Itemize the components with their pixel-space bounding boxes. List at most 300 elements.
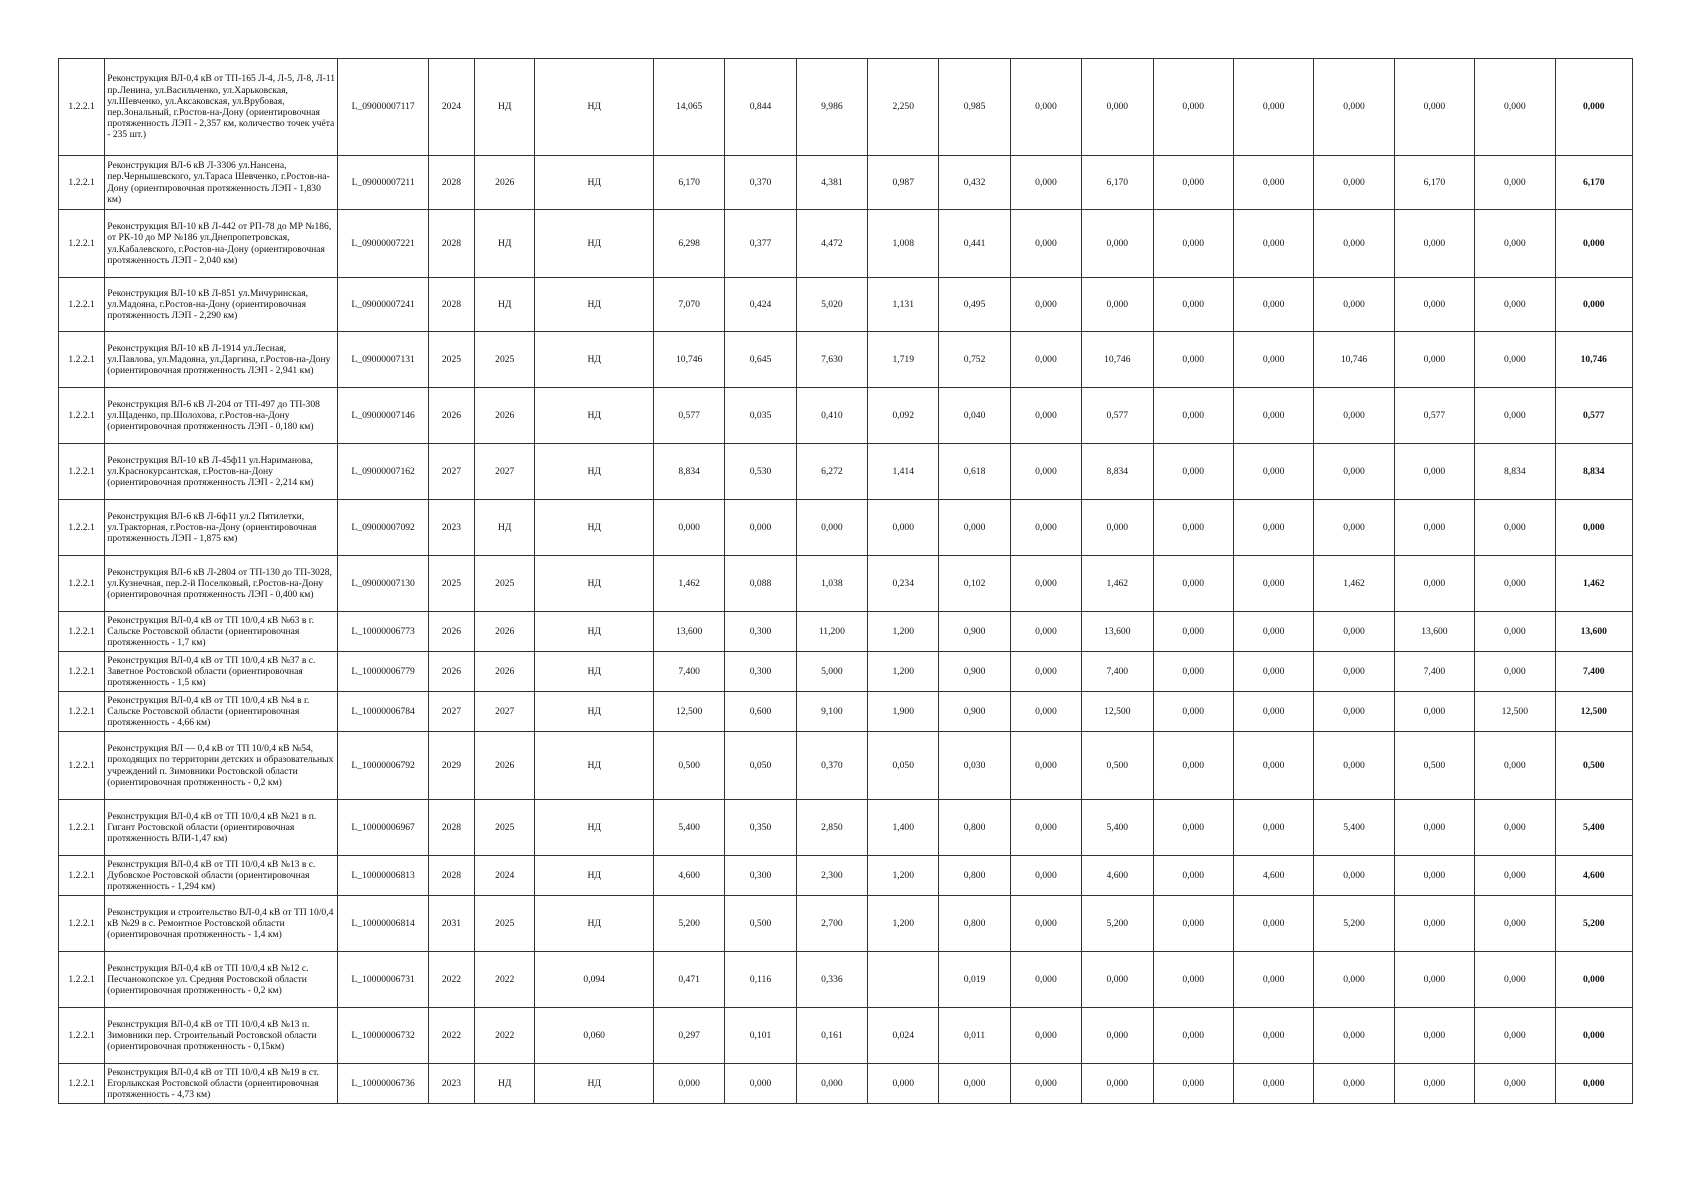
value-cell: НД bbox=[535, 856, 654, 896]
value-cell: 1,719 bbox=[868, 332, 939, 388]
project-code-cell: L_10000006773 bbox=[338, 612, 428, 652]
total-value-cell: 7,400 bbox=[1555, 652, 1632, 692]
project-code-cell: L_10000006732 bbox=[338, 1008, 428, 1064]
value-cell: 4,600 bbox=[1082, 856, 1153, 896]
value-cell: 0,000 bbox=[796, 500, 867, 556]
value-cell: 0,000 bbox=[1394, 59, 1474, 156]
project-code-cell: L_09000007221 bbox=[338, 210, 428, 278]
value-cell: 0,000 bbox=[1314, 856, 1394, 896]
year-cell: 2022 bbox=[475, 1008, 535, 1064]
value-cell: НД bbox=[535, 1064, 654, 1104]
value-cell: НД bbox=[535, 800, 654, 856]
value-cell: 0,000 bbox=[1153, 332, 1233, 388]
value-cell: 0,000 bbox=[1153, 952, 1233, 1008]
value-cell: 0,985 bbox=[939, 59, 1010, 156]
value-cell: 1,462 bbox=[1082, 556, 1153, 612]
year-cell: 2027 bbox=[428, 692, 474, 732]
value-cell: 10,746 bbox=[1082, 332, 1153, 388]
value-cell: 13,600 bbox=[1082, 612, 1153, 652]
value-cell: 1,200 bbox=[868, 896, 939, 952]
value-cell: 0,102 bbox=[939, 556, 1010, 612]
value-cell: 0,000 bbox=[1394, 556, 1474, 612]
value-cell: 0,000 bbox=[1233, 500, 1313, 556]
value-cell: 0,000 bbox=[1153, 692, 1233, 732]
table-row bbox=[59, 210, 1633, 278]
table-row bbox=[59, 612, 1633, 652]
value-cell: 0,000 bbox=[1233, 388, 1313, 444]
value-cell: 0,000 bbox=[1475, 1064, 1555, 1104]
project-description-cell: Реконструкция ВЛ-0,4 кВ от ТП 10/0,4 кВ №19 в ст. Егорлыкская Ростовской области (ориентировочная протяженность - 4,73 км) bbox=[105, 1064, 338, 1104]
value-cell: 0,024 bbox=[868, 1008, 939, 1064]
value-cell: НД bbox=[535, 556, 654, 612]
value-cell: 0,336 bbox=[796, 952, 867, 1008]
value-cell: 2,250 bbox=[868, 59, 939, 156]
year-cell: 2026 bbox=[428, 612, 474, 652]
year-cell: 2028 bbox=[428, 800, 474, 856]
year-cell: 2024 bbox=[428, 59, 474, 156]
value-cell: 1,038 bbox=[796, 556, 867, 612]
value-cell: НД bbox=[535, 896, 654, 952]
value-cell: 0,000 bbox=[1394, 800, 1474, 856]
value-cell: 0,000 bbox=[1082, 210, 1153, 278]
value-cell: 0,000 bbox=[1314, 388, 1394, 444]
value-cell: 0,000 bbox=[1475, 500, 1555, 556]
value-cell: 0,370 bbox=[725, 156, 796, 210]
project-code-cell: L_10000006813 bbox=[338, 856, 428, 896]
value-cell: 1,200 bbox=[868, 652, 939, 692]
value-cell: 0,000 bbox=[1153, 896, 1233, 952]
value-cell: 0,900 bbox=[939, 652, 1010, 692]
value-cell: 0,000 bbox=[1314, 500, 1394, 556]
table-row bbox=[59, 952, 1633, 1008]
row-number-cell: 1.2.2.1 bbox=[59, 59, 105, 156]
value-cell: НД bbox=[535, 612, 654, 652]
table-row bbox=[59, 388, 1633, 444]
value-cell: 0,000 bbox=[1233, 444, 1313, 500]
value-cell: 0,500 bbox=[1394, 732, 1474, 800]
value-cell: 0,000 bbox=[1010, 332, 1081, 388]
value-cell: 0,000 bbox=[1475, 732, 1555, 800]
value-cell: 0,000 bbox=[1233, 1008, 1313, 1064]
value-cell: 4,600 bbox=[653, 856, 724, 896]
value-cell: 10,746 bbox=[653, 332, 724, 388]
value-cell: 0,000 bbox=[1233, 732, 1313, 800]
total-value-cell: 5,200 bbox=[1555, 896, 1632, 952]
value-cell: 0,000 bbox=[1082, 59, 1153, 156]
value-cell: 0,000 bbox=[1010, 612, 1081, 652]
value-cell: 0,000 bbox=[1010, 210, 1081, 278]
value-cell: 0,000 bbox=[1314, 156, 1394, 210]
value-cell: 1,900 bbox=[868, 692, 939, 732]
value-cell: 12,500 bbox=[1082, 692, 1153, 732]
year-cell: 2027 bbox=[428, 444, 474, 500]
project-code-cell: L_10000006792 bbox=[338, 732, 428, 800]
project-description-cell: Реконструкция ВЛ-10 кВ Л-851 ул.Мичуринская, ул.Мадояна, г.Ростов-на-Дону (ориентировочная протяженность ЛЭП - 2,290 км) bbox=[105, 278, 338, 332]
value-cell: 5,200 bbox=[1314, 896, 1394, 952]
value-cell: 0,000 bbox=[868, 500, 939, 556]
value-cell: 0,050 bbox=[868, 732, 939, 800]
value-cell: 0,471 bbox=[653, 952, 724, 1008]
value-cell: 0,000 bbox=[1153, 500, 1233, 556]
value-cell: НД bbox=[535, 388, 654, 444]
row-number-cell: 1.2.2.1 bbox=[59, 1064, 105, 1104]
year-cell: 2026 bbox=[475, 612, 535, 652]
row-number-cell: 1.2.2.1 bbox=[59, 156, 105, 210]
value-cell: 0,432 bbox=[939, 156, 1010, 210]
value-cell: 0,092 bbox=[868, 388, 939, 444]
year-cell: НД bbox=[475, 1064, 535, 1104]
value-cell: 0,000 bbox=[1314, 278, 1394, 332]
row-number-cell: 1.2.2.1 bbox=[59, 896, 105, 952]
row-number-cell: 1.2.2.1 bbox=[59, 856, 105, 896]
row-number-cell: 1.2.2.1 bbox=[59, 692, 105, 732]
value-cell: 0,441 bbox=[939, 210, 1010, 278]
value-cell: 7,630 bbox=[796, 332, 867, 388]
value-cell: 0,000 bbox=[1394, 692, 1474, 732]
table-row bbox=[59, 896, 1633, 952]
value-cell: 0,000 bbox=[1394, 332, 1474, 388]
table-row bbox=[59, 732, 1633, 800]
value-cell: 2,700 bbox=[796, 896, 867, 952]
value-cell: 0,377 bbox=[725, 210, 796, 278]
year-cell: 2026 bbox=[428, 652, 474, 692]
project-code-cell: L_10000006967 bbox=[338, 800, 428, 856]
value-cell: 0,000 bbox=[1082, 1064, 1153, 1104]
value-cell: 0,500 bbox=[1082, 732, 1153, 800]
year-cell: 2026 bbox=[428, 388, 474, 444]
value-cell: 0,000 bbox=[1233, 156, 1313, 210]
table-row bbox=[59, 652, 1633, 692]
year-cell: 2028 bbox=[428, 156, 474, 210]
value-cell: 0,000 bbox=[1010, 732, 1081, 800]
value-cell: 0,116 bbox=[725, 952, 796, 1008]
value-cell: 12,500 bbox=[653, 692, 724, 732]
value-cell: 0,000 bbox=[1475, 388, 1555, 444]
year-cell: 2026 bbox=[475, 652, 535, 692]
total-value-cell: 0,000 bbox=[1555, 1064, 1632, 1104]
value-cell: 8,834 bbox=[653, 444, 724, 500]
value-cell: 0,000 bbox=[1475, 856, 1555, 896]
value-cell: 0,000 bbox=[1314, 952, 1394, 1008]
table-row bbox=[59, 692, 1633, 732]
value-cell: 0,350 bbox=[725, 800, 796, 856]
project-description-cell: Реконструкция ВЛ-0,4 кВ от ТП-165 Л-4, Л-5, Л-8, Л-11 пр.Ленина, ул.Васильченко, ул.Харьковская, ул.Шевченко, ул.Аксаковская, ул.Врубовая, пер.Зональный, г.Ростов-на-Дону (ориентировочная протяженность ЛЭП - 2,357 км, количество точек учёта - 235 шт.) bbox=[105, 59, 338, 156]
value-cell: 1,400 bbox=[868, 800, 939, 856]
value-cell: 0,000 bbox=[1010, 652, 1081, 692]
value-cell: 0,987 bbox=[868, 156, 939, 210]
project-description-cell: Реконструкция ВЛ-0,4 кВ от ТП 10/0,4 кВ №13 п. Зимовники пер. Строительный Ростовской области (ориентировочная протяженность - 0,15км) bbox=[105, 1008, 338, 1064]
value-cell: 0,094 bbox=[535, 952, 654, 1008]
value-cell: 1,200 bbox=[868, 612, 939, 652]
value-cell: 5,400 bbox=[1314, 800, 1394, 856]
value-cell: 0,500 bbox=[725, 896, 796, 952]
year-cell: 2023 bbox=[428, 1064, 474, 1104]
value-cell: 0,000 bbox=[1010, 278, 1081, 332]
table-row bbox=[59, 856, 1633, 896]
row-number-cell: 1.2.2.1 bbox=[59, 210, 105, 278]
project-code-cell: L_09000007146 bbox=[338, 388, 428, 444]
value-cell: 0,530 bbox=[725, 444, 796, 500]
project-code-cell: L_10000006779 bbox=[338, 652, 428, 692]
value-cell: 0,000 bbox=[1010, 59, 1081, 156]
year-cell: 2026 bbox=[475, 732, 535, 800]
value-cell: 0,000 bbox=[1475, 1008, 1555, 1064]
value-cell: НД bbox=[535, 500, 654, 556]
value-cell: 0,000 bbox=[1394, 500, 1474, 556]
value-cell: 0,000 bbox=[1153, 210, 1233, 278]
value-cell: 0,000 bbox=[1314, 732, 1394, 800]
table-row bbox=[59, 556, 1633, 612]
project-code-cell: L_09000007131 bbox=[338, 332, 428, 388]
year-cell: 2028 bbox=[428, 856, 474, 896]
year-cell: 2025 bbox=[475, 800, 535, 856]
value-cell: 0,000 bbox=[1153, 444, 1233, 500]
value-cell: 2,850 bbox=[796, 800, 867, 856]
value-cell: 0,900 bbox=[939, 692, 1010, 732]
value-cell: НД bbox=[535, 732, 654, 800]
year-cell: 2027 bbox=[475, 444, 535, 500]
value-cell: 5,200 bbox=[653, 896, 724, 952]
project-code-cell: L_09000007241 bbox=[338, 278, 428, 332]
value-cell: 5,400 bbox=[653, 800, 724, 856]
table-row bbox=[59, 1064, 1633, 1104]
value-cell: 0,000 bbox=[1010, 500, 1081, 556]
value-cell: 11,200 bbox=[796, 612, 867, 652]
row-number-cell: 1.2.2.1 bbox=[59, 732, 105, 800]
project-code-cell: L_10000006736 bbox=[338, 1064, 428, 1104]
value-cell: 7,400 bbox=[1394, 652, 1474, 692]
value-cell: 0,050 bbox=[725, 732, 796, 800]
total-value-cell: 0,500 bbox=[1555, 732, 1632, 800]
value-cell: 0,030 bbox=[939, 732, 1010, 800]
total-value-cell: 5,400 bbox=[1555, 800, 1632, 856]
value-cell: 0,161 bbox=[796, 1008, 867, 1064]
value-cell: 7,400 bbox=[653, 652, 724, 692]
value-cell: 0,000 bbox=[1153, 612, 1233, 652]
total-value-cell: 13,600 bbox=[1555, 612, 1632, 652]
value-cell: 5,020 bbox=[796, 278, 867, 332]
value-cell: 6,170 bbox=[653, 156, 724, 210]
value-cell: 0,000 bbox=[1475, 556, 1555, 612]
table-row bbox=[59, 278, 1633, 332]
value-cell: 0,000 bbox=[796, 1064, 867, 1104]
value-cell: 0,000 bbox=[1475, 332, 1555, 388]
value-cell: 0,000 bbox=[1394, 856, 1474, 896]
value-cell: 0,000 bbox=[1475, 156, 1555, 210]
value-cell: 0,000 bbox=[1010, 896, 1081, 952]
value-cell: 0,000 bbox=[1233, 278, 1313, 332]
project-code-cell: L_10000006814 bbox=[338, 896, 428, 952]
value-cell: 1,131 bbox=[868, 278, 939, 332]
total-value-cell: 0,000 bbox=[1555, 500, 1632, 556]
value-cell: 0,000 bbox=[1475, 652, 1555, 692]
value-cell: 0,577 bbox=[1394, 388, 1474, 444]
value-cell: 0,000 bbox=[1394, 1008, 1474, 1064]
value-cell: 0,101 bbox=[725, 1008, 796, 1064]
value-cell: 0,000 bbox=[1153, 388, 1233, 444]
value-cell: 0,000 bbox=[1233, 692, 1313, 732]
value-cell: 0,000 bbox=[1153, 1008, 1233, 1064]
project-description-cell: Реконструкция и строительство ВЛ-0,4 кВ от ТП 10/0,4 кВ №29 в с. Ремонтное Ростовской области (ориентировочная протяженность - 1,4 км) bbox=[105, 896, 338, 952]
value-cell: 0,000 bbox=[1233, 952, 1313, 1008]
value-cell: 0,000 bbox=[1010, 800, 1081, 856]
value-cell: 0,000 bbox=[653, 1064, 724, 1104]
value-cell bbox=[868, 952, 939, 1008]
investment-program-table bbox=[58, 58, 1633, 1104]
value-cell: 0,000 bbox=[1010, 1008, 1081, 1064]
value-cell: 0,410 bbox=[796, 388, 867, 444]
table-row bbox=[59, 500, 1633, 556]
year-cell: 2026 bbox=[475, 388, 535, 444]
value-cell: 0,000 bbox=[868, 1064, 939, 1104]
value-cell: 0,000 bbox=[1314, 444, 1394, 500]
value-cell: 0,000 bbox=[725, 1064, 796, 1104]
value-cell: 0,000 bbox=[1010, 952, 1081, 1008]
value-cell: 0,000 bbox=[653, 500, 724, 556]
value-cell: 0,000 bbox=[1314, 1008, 1394, 1064]
project-code-cell: L_10000006784 bbox=[338, 692, 428, 732]
value-cell: 0,000 bbox=[1233, 800, 1313, 856]
value-cell: 0,500 bbox=[653, 732, 724, 800]
project-description-cell: Реконструкция ВЛ-0,4 кВ от ТП 10/0,4 кВ №21 в п. Гигант Ростовской области (ориентировочная протяженность ВЛИ-1,47 км) bbox=[105, 800, 338, 856]
table-row bbox=[59, 800, 1633, 856]
project-description-cell: Реконструкция ВЛ-10 кВ Л-442 от РП-78 до МР №186, от РК-10 до МР №186 ул.Днепропетровская, ул.Кабалевского, г.Ростов-на-Дону (ориентировочная протяженность ЛЭП - 2,040 км) bbox=[105, 210, 338, 278]
value-cell: 0,000 bbox=[1314, 59, 1394, 156]
value-cell: 0,844 bbox=[725, 59, 796, 156]
row-number-cell: 1.2.2.1 bbox=[59, 332, 105, 388]
value-cell: 0,000 bbox=[1153, 556, 1233, 612]
year-cell: 2022 bbox=[475, 952, 535, 1008]
value-cell: 0,000 bbox=[1394, 952, 1474, 1008]
project-code-cell: L_09000007211 bbox=[338, 156, 428, 210]
project-description-cell: Реконструкция ВЛ-0,4 кВ от ТП 10/0,4 кВ №13 в с. Дубовское Ростовской области (ориентировочная протяженность - 1,294 км) bbox=[105, 856, 338, 896]
year-cell: 2022 bbox=[428, 1008, 474, 1064]
year-cell: 2025 bbox=[475, 896, 535, 952]
value-cell: 0,000 bbox=[1153, 732, 1233, 800]
value-cell: 0,000 bbox=[1010, 856, 1081, 896]
year-cell: 2027 bbox=[475, 692, 535, 732]
row-number-cell: 1.2.2.1 bbox=[59, 556, 105, 612]
value-cell: НД bbox=[535, 278, 654, 332]
value-cell: 0,000 bbox=[1314, 652, 1394, 692]
value-cell: 0,000 bbox=[1394, 444, 1474, 500]
value-cell: 0,011 bbox=[939, 1008, 1010, 1064]
value-cell: 1,200 bbox=[868, 856, 939, 896]
value-cell: 0,019 bbox=[939, 952, 1010, 1008]
row-number-cell: 1.2.2.1 bbox=[59, 388, 105, 444]
value-cell: 0,040 bbox=[939, 388, 1010, 444]
value-cell: 0,000 bbox=[1394, 1064, 1474, 1104]
value-cell: 0,752 bbox=[939, 332, 1010, 388]
total-value-cell: 0,000 bbox=[1555, 1008, 1632, 1064]
value-cell: 0,000 bbox=[1010, 692, 1081, 732]
value-cell: 7,070 bbox=[653, 278, 724, 332]
value-cell: 0,000 bbox=[1153, 856, 1233, 896]
value-cell: 0,234 bbox=[868, 556, 939, 612]
value-cell: НД bbox=[535, 210, 654, 278]
row-number-cell: 1.2.2.1 bbox=[59, 444, 105, 500]
value-cell: 0,000 bbox=[1233, 652, 1313, 692]
project-description-cell: Реконструкция ВЛ-0,4 кВ от ТП 10/0,4 кВ №4 в г. Сальске Ростовской области (ориентировочная протяженность - 4,66 км) bbox=[105, 692, 338, 732]
value-cell: 0,000 bbox=[939, 1064, 1010, 1104]
value-cell: 0,618 bbox=[939, 444, 1010, 500]
year-cell: 2031 bbox=[428, 896, 474, 952]
value-cell: 0,000 bbox=[1314, 210, 1394, 278]
year-cell: 2025 bbox=[428, 556, 474, 612]
value-cell: 5,200 bbox=[1082, 896, 1153, 952]
value-cell: 0,000 bbox=[1475, 278, 1555, 332]
value-cell: 0,000 bbox=[1475, 210, 1555, 278]
total-value-cell: 6,170 bbox=[1555, 156, 1632, 210]
year-cell: 2025 bbox=[428, 332, 474, 388]
project-code-cell: L_10000006731 bbox=[338, 952, 428, 1008]
total-value-cell: 8,834 bbox=[1555, 444, 1632, 500]
value-cell: 0,000 bbox=[1153, 800, 1233, 856]
value-cell: 0,577 bbox=[653, 388, 724, 444]
value-cell: 1,008 bbox=[868, 210, 939, 278]
value-cell: 0,370 bbox=[796, 732, 867, 800]
value-cell: 6,170 bbox=[1082, 156, 1153, 210]
value-cell: 0,000 bbox=[1394, 210, 1474, 278]
table-row bbox=[59, 1008, 1633, 1064]
value-cell: 0,800 bbox=[939, 896, 1010, 952]
project-description-cell: Реконструкция ВЛ-6 кВ Л-2804 от ТП-130 до ТП-3028, ул.Кузнечная, пер.2-й Поселковый, г.Ростов-на-Дону (ориентировочная протяженность ЛЭП - 0,400 км) bbox=[105, 556, 338, 612]
row-number-cell: 1.2.2.1 bbox=[59, 612, 105, 652]
row-number-cell: 1.2.2.1 bbox=[59, 1008, 105, 1064]
value-cell: 14,065 bbox=[653, 59, 724, 156]
value-cell: 0,000 bbox=[1475, 896, 1555, 952]
value-cell: 0,000 bbox=[1153, 59, 1233, 156]
value-cell: 0,000 bbox=[939, 500, 1010, 556]
value-cell: 0,000 bbox=[725, 500, 796, 556]
value-cell: 1,462 bbox=[653, 556, 724, 612]
value-cell: 0,645 bbox=[725, 332, 796, 388]
value-cell: НД bbox=[535, 652, 654, 692]
value-cell: 0,000 bbox=[1233, 59, 1313, 156]
value-cell: 12,500 bbox=[1475, 692, 1555, 732]
year-cell: НД bbox=[475, 210, 535, 278]
total-value-cell: 0,000 bbox=[1555, 278, 1632, 332]
value-cell: 0,000 bbox=[1153, 278, 1233, 332]
value-cell: 0,000 bbox=[1082, 278, 1153, 332]
value-cell: 4,381 bbox=[796, 156, 867, 210]
value-cell: НД bbox=[535, 692, 654, 732]
value-cell: НД bbox=[535, 444, 654, 500]
project-description-cell: Реконструкция ВЛ-6 кВ Л-204 от ТП-497 до ТП-308 ул.Щаденко, пр.Шолохова, г.Ростов-на-Дону (ориентировочная протяженность ЛЭП - 0,180 км) bbox=[105, 388, 338, 444]
row-number-cell: 1.2.2.1 bbox=[59, 278, 105, 332]
value-cell: 0,495 bbox=[939, 278, 1010, 332]
value-cell: 0,000 bbox=[1010, 1064, 1081, 1104]
value-cell: НД bbox=[535, 156, 654, 210]
value-cell: 0,000 bbox=[1314, 1064, 1394, 1104]
value-cell: 13,600 bbox=[1394, 612, 1474, 652]
value-cell: 0,300 bbox=[725, 856, 796, 896]
year-cell: НД bbox=[475, 500, 535, 556]
value-cell: 0,000 bbox=[1314, 692, 1394, 732]
total-value-cell: 4,600 bbox=[1555, 856, 1632, 896]
value-cell: 0,000 bbox=[1394, 896, 1474, 952]
total-value-cell: 1,462 bbox=[1555, 556, 1632, 612]
value-cell: 0,060 bbox=[535, 1008, 654, 1064]
value-cell: 0,088 bbox=[725, 556, 796, 612]
total-value-cell: 12,500 bbox=[1555, 692, 1632, 732]
value-cell: 7,400 bbox=[1082, 652, 1153, 692]
year-cell: 2024 bbox=[475, 856, 535, 896]
project-description-cell: Реконструкция ВЛ-6 кВ Л-3306 ул.Нансена, пер.Чернышевского, ул.Тараса Шевченко, г.Ростов-на-Дону (ориентировочная протяженность ЛЭП - 1,830 км) bbox=[105, 156, 338, 210]
project-code-cell: L_09000007117 bbox=[338, 59, 428, 156]
value-cell: 6,298 bbox=[653, 210, 724, 278]
row-number-cell: 1.2.2.1 bbox=[59, 952, 105, 1008]
